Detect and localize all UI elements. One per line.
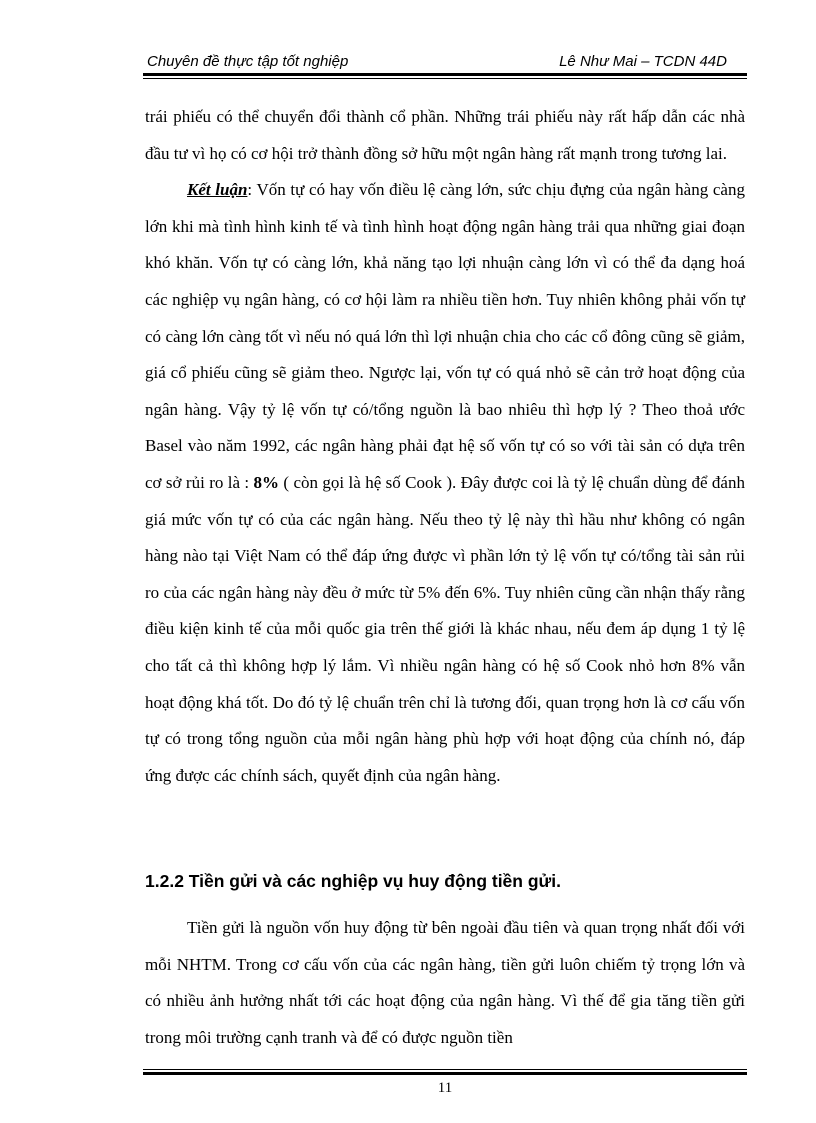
header-rule <box>143 73 747 76</box>
footer-rule <box>143 1072 747 1075</box>
conclusion-label: Kết luận <box>187 180 248 200</box>
page-number: 11 <box>437 1080 453 1096</box>
conclusion-text-continued: ( còn gọi là hệ số Cook ). Đây được coi là tỷ lệ chuẩn dùng để đánh giá mức vốn tự có của các ngân hàng. Nếu theo tỷ lệ này thì hầu như không có ngân hàng nào tại Việt Nam có thể đáp ứng được vì phần lớn tỷ lệ vốn tự có/tổng tài sản rủi ro của các ngân hàng này đều ở mức từ 5% đến 6%. Tuy nhiên cũng cần nhận thấy rằng điều kiện kinh tế của mỗi quốc gia trên thế giới là khác nhau, nếu đem áp dụng 1 tỷ lệ cho tất cả thì không hợp lý lắm. Vì nhiều ngân hàng có hệ số Cook nhỏ hơn 8% vẫn hoạt động khá tốt. Do đó tỷ lệ chuẩn trên chỉ là tương đối, quan trọng hơn là cơ cấu vốn tự có trong tổng nguồn của mỗi ngân hàng phù hợp với hoạt động của chính nó, đáp ứng được các chính sách, quyết định của ngân hàng. <box>145 472 745 785</box>
body-text-section <box>145 910 745 1056</box>
conclusion-text: : Vốn tự có hay vốn điều lệ càng lớn, sức chịu đựng của ngân hàng càng lớn khi mà tình hình kinh tế và tình hình hoạt động ngân hàng trải qua những giai đoạn khó khăn. Vốn tự có càng lớn, khả năng tạo lợi nhuận càng lớn vì có thể đa dạng hoá các nghiệp vụ ngân hàng, có cơ hội làm ra nhiều tiền hơn. Tuy nhiên không phải vốn tự có càng lớn càng tốt vì nếu nó quá lớn thì lợi nhuận chia cho các cổ đông cũng sẽ giảm, giá cổ phiếu cũng sẽ giảm theo. Ngược lại, vốn tự có quá nhỏ sẽ cản trở hoạt động của ngân hàng. Vậy tỷ lệ vốn tự có/tổng nguồn là bao nhiêu thì hợp lý ? Theo thoả ước Basel vào năm 1992, các ngân hàng phải đạt hệ số vốn tự có so với tài sản có dựa trên cơ sở rủi ro là : <box>145 180 745 492</box>
header-author: Lê Như Mai – TCDN 44D <box>559 53 727 70</box>
paragraph-conclusion <box>145 172 745 794</box>
paragraph-continuation: trái phiếu có thể chuyển đổi thành cổ phần. Những trái phiếu này rất hấp dẫn các nhà đầu tư vì họ có cơ hội trở thành đồng sở hữu một ngân hàng rất mạnh trong tương lai. <box>145 107 745 163</box>
paragraph-deposits: Tiền gửi là nguồn vốn huy động từ bên ngoài đầu tiên và quan trọng nhất đối với mỗi NHTM. Trong cơ cấu vốn của các ngân hàng, tiền gửi luôn chiếm tỷ trọng lớn và có nhiều ảnh hưởng nhất tới các hoạt động của ngân hàng. Vì thế để gia tăng tiền gửi trong môi trường cạnh tranh và để có được nguồn tiền <box>145 918 745 1047</box>
page-header <box>143 50 747 72</box>
header-title: Chuyên đề thực tập tốt nghiệp <box>147 53 349 70</box>
cook-ratio-value: 8% <box>253 472 280 492</box>
section-heading: 1.2.2 Tiền gửi và các nghiệp vụ huy động tiền gửi. <box>145 871 561 891</box>
body-text <box>145 99 745 794</box>
header-rule-thin <box>143 78 747 79</box>
footer-rule-thin <box>143 1069 747 1070</box>
